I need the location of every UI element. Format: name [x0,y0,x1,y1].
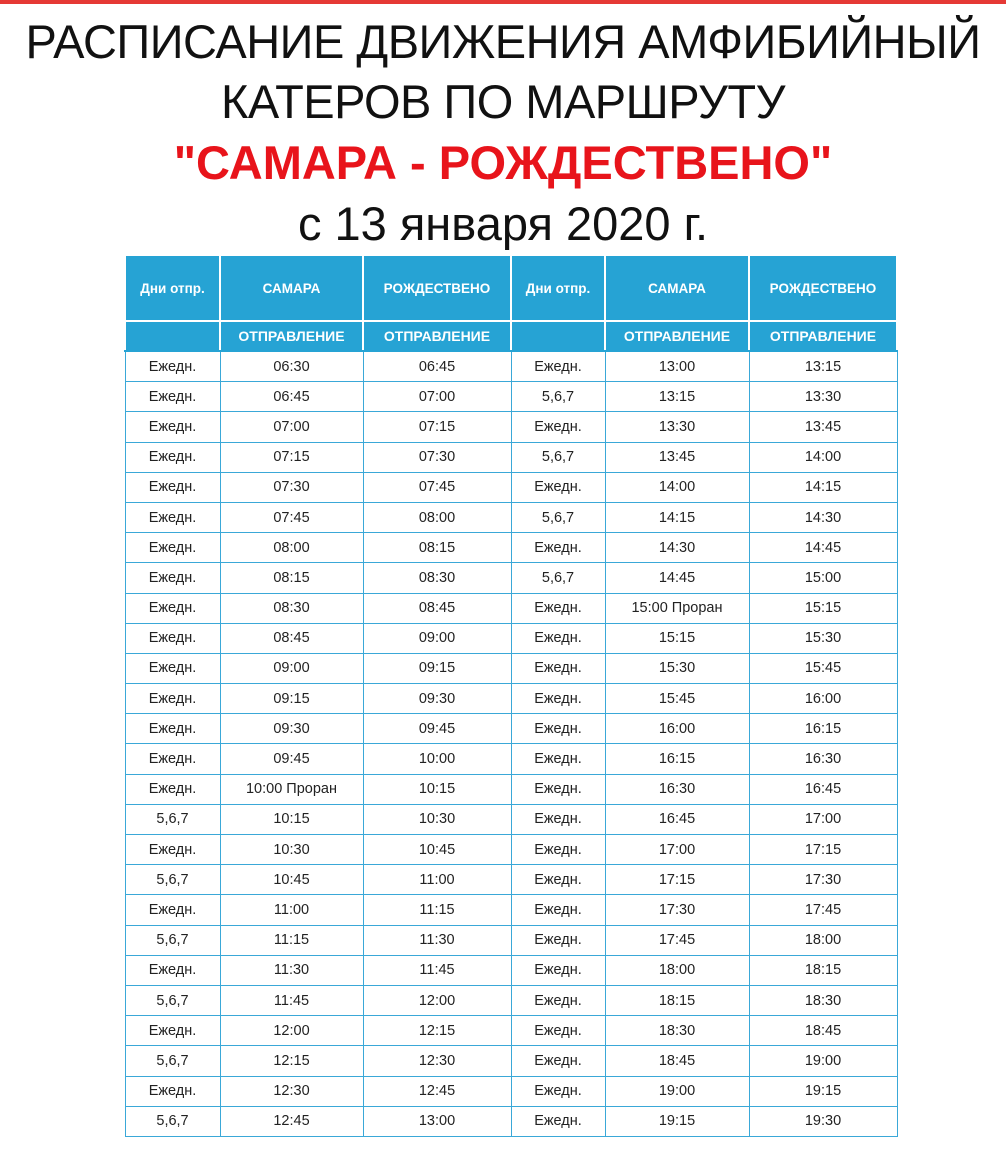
cell-rozhdestveno-departure-left: 07:15 [363,412,511,442]
cell-samara-departure-left: 09:00 [220,653,363,683]
cell-days-left: Ежедн. [125,563,220,593]
cell-rozhdestveno-departure-left: 12:15 [363,1016,511,1046]
cell-samara-departure-left: 06:30 [220,351,363,382]
cell-rozhdestveno-departure-left: 08:45 [363,593,511,623]
cell-rozhdestveno-departure-right: 18:30 [749,985,897,1015]
cell-days-left: Ежедн. [125,835,220,865]
cell-days-left: Ежедн. [125,774,220,804]
cell-rozhdestveno-departure-right: 16:00 [749,684,897,714]
cell-samara-departure-left: 09:15 [220,684,363,714]
cell-days-left: Ежедн. [125,442,220,472]
cell-days-left: Ежедн. [125,895,220,925]
cell-rozhdestveno-departure-left: 11:45 [363,955,511,985]
title-line-2: КАТЕРОВ ПО МАРШРУТУ [221,75,785,128]
cell-days-left: Ежедн. [125,412,220,442]
cell-days-right: Ежедн. [511,653,605,683]
table-row [125,1106,897,1136]
cell-rozhdestveno-departure-right: 15:00 [749,563,897,593]
cell-days-right: Ежедн. [511,835,605,865]
cell-rozhdestveno-departure-left: 08:15 [363,533,511,563]
cell-rozhdestveno-departure-left: 12:00 [363,985,511,1015]
cell-samara-departure-left: 12:45 [220,1106,363,1136]
cell-samara-departure-left: 08:30 [220,593,363,623]
cell-days-left: Ежедн. [125,714,220,744]
header-days-right: Дни отпр. [511,256,605,321]
cell-samara-departure-right: 16:30 [605,774,749,804]
subheader-departure-samara-right: ОТПРАВЛЕНИЕ [605,321,749,351]
table-row [125,472,897,502]
cell-rozhdestveno-departure-left: 10:00 [363,744,511,774]
table-row [125,835,897,865]
cell-rozhdestveno-departure-right: 18:45 [749,1016,897,1046]
cell-samara-departure-left: 10:30 [220,835,363,865]
table-row [125,1016,897,1046]
table-row [125,985,897,1015]
header-row [125,256,897,321]
subheader-row [125,321,897,351]
cell-rozhdestveno-departure-right: 17:30 [749,865,897,895]
cell-rozhdestveno-departure-right: 13:45 [749,412,897,442]
cell-rozhdestveno-departure-left: 09:15 [363,653,511,683]
cell-rozhdestveno-departure-right: 15:15 [749,593,897,623]
cell-days-right: Ежедн. [511,472,605,502]
subheader-departure-samara-left: ОТПРАВЛЕНИЕ [220,321,363,351]
table-row [125,593,897,623]
cell-samara-departure-left: 09:30 [220,714,363,744]
cell-samara-departure-left: 11:45 [220,985,363,1015]
cell-rozhdestveno-departure-right: 14:00 [749,442,897,472]
table-row [125,744,897,774]
cell-samara-departure-right: 19:00 [605,1076,749,1106]
table-row [125,684,897,714]
cell-samara-departure-right: 15:00 Проран [605,593,749,623]
cell-days-right: Ежедн. [511,895,605,925]
table-row [125,1076,897,1106]
schedule-table [124,256,898,1137]
cell-days-right: Ежедн. [511,351,605,382]
cell-samara-departure-right: 15:15 [605,623,749,653]
table-row [125,895,897,925]
route-name: "САМАРА - РОЖДЕСТВЕНО" [173,136,833,189]
table-row [125,351,897,382]
cell-samara-departure-right: 13:30 [605,412,749,442]
table-row [125,1046,897,1076]
cell-rozhdestveno-departure-right: 19:15 [749,1076,897,1106]
cell-days-left: Ежедн. [125,502,220,532]
cell-days-left: Ежедн. [125,744,220,774]
cell-days-right: Ежедн. [511,623,605,653]
cell-days-right: 5,6,7 [511,442,605,472]
table-row [125,653,897,683]
cell-days-right: Ежедн. [511,1046,605,1076]
cell-rozhdestveno-departure-left: 09:45 [363,714,511,744]
header-rozhdestveno-left: РОЖДЕСТВЕНО [363,256,511,321]
cell-rozhdestveno-departure-right: 16:30 [749,744,897,774]
cell-rozhdestveno-departure-right: 15:45 [749,653,897,683]
cell-days-left: Ежедн. [125,351,220,382]
cell-days-right: Ежедн. [511,985,605,1015]
schedule-body [125,351,897,1136]
cell-samara-departure-left: 12:00 [220,1016,363,1046]
cell-days-right: 5,6,7 [511,382,605,412]
effective-date: с 13 января 2020 г. [297,197,709,250]
cell-samara-departure-right: 14:00 [605,472,749,502]
cell-days-right: Ежедн. [511,955,605,985]
cell-days-left: 5,6,7 [125,865,220,895]
cell-rozhdestveno-departure-left: 13:00 [363,1106,511,1136]
cell-samara-departure-left: 08:15 [220,563,363,593]
cell-days-right: Ежедн. [511,1016,605,1046]
cell-days-left: 5,6,7 [125,985,220,1015]
cell-days-left: Ежедн. [125,653,220,683]
cell-days-right: Ежедн. [511,925,605,955]
cell-days-left: Ежедн. [125,382,220,412]
cell-rozhdestveno-departure-left: 07:45 [363,472,511,502]
cell-samara-departure-left: 12:30 [220,1076,363,1106]
cell-rozhdestveno-departure-left: 11:15 [363,895,511,925]
cell-samara-departure-right: 17:30 [605,895,749,925]
cell-rozhdestveno-departure-right: 19:30 [749,1106,897,1136]
cell-rozhdestveno-departure-right: 17:00 [749,804,897,834]
cell-rozhdestveno-departure-right: 17:15 [749,835,897,865]
cell-rozhdestveno-departure-left: 11:00 [363,865,511,895]
cell-rozhdestveno-departure-right: 16:15 [749,714,897,744]
cell-rozhdestveno-departure-left: 08:30 [363,563,511,593]
cell-days-left: Ежедн. [125,1076,220,1106]
cell-samara-departure-right: 18:45 [605,1046,749,1076]
cell-days-left: Ежедн. [125,1016,220,1046]
header-samara-right: САМАРА [605,256,749,321]
cell-samara-departure-right: 17:00 [605,835,749,865]
cell-rozhdestveno-departure-right: 14:45 [749,533,897,563]
cell-days-left: Ежедн. [125,533,220,563]
cell-days-left: Ежедн. [125,684,220,714]
table-row [125,865,897,895]
cell-days-right: Ежедн. [511,804,605,834]
cell-samara-departure-left: 06:45 [220,382,363,412]
cell-rozhdestveno-departure-left: 12:45 [363,1076,511,1106]
cell-samara-departure-right: 16:45 [605,804,749,834]
top-accent-bar [0,0,1006,4]
cell-samara-departure-left: 07:00 [220,412,363,442]
cell-samara-departure-right: 18:00 [605,955,749,985]
cell-days-right: Ежедн. [511,774,605,804]
cell-days-right: Ежедн. [511,684,605,714]
table-row [125,804,897,834]
cell-samara-departure-left: 07:15 [220,442,363,472]
cell-samara-departure-left: 07:30 [220,472,363,502]
table-row [125,442,897,472]
subheader-departure-rozhdestveno-right: ОТПРАВЛЕНИЕ [749,321,897,351]
cell-rozhdestveno-departure-right: 14:30 [749,502,897,532]
cell-days-left: 5,6,7 [125,925,220,955]
cell-samara-departure-left: 11:00 [220,895,363,925]
cell-rozhdestveno-departure-left: 07:30 [363,442,511,472]
cell-rozhdestveno-departure-right: 15:30 [749,623,897,653]
cell-samara-departure-right: 13:15 [605,382,749,412]
cell-rozhdestveno-departure-right: 16:45 [749,774,897,804]
cell-rozhdestveno-departure-right: 13:30 [749,382,897,412]
cell-days-right: 5,6,7 [511,502,605,532]
cell-samara-departure-right: 18:30 [605,1016,749,1046]
table-row [125,955,897,985]
cell-rozhdestveno-departure-right: 14:15 [749,472,897,502]
cell-rozhdestveno-departure-left: 06:45 [363,351,511,382]
cell-samara-departure-right: 13:45 [605,442,749,472]
cell-days-left: 5,6,7 [125,804,220,834]
subheader-empty-right [511,321,605,351]
cell-samara-departure-left: 09:45 [220,744,363,774]
cell-samara-departure-left: 10:00 Проран [220,774,363,804]
cell-samara-departure-left: 11:30 [220,955,363,985]
header-samara-left: САМАРА [220,256,363,321]
cell-rozhdestveno-departure-left: 07:00 [363,382,511,412]
cell-samara-departure-left: 11:15 [220,925,363,955]
cell-days-right: Ежедн. [511,412,605,442]
cell-samara-departure-left: 10:45 [220,865,363,895]
table-row [125,382,897,412]
cell-samara-departure-right: 17:45 [605,925,749,955]
cell-days-left: Ежедн. [125,593,220,623]
cell-rozhdestveno-departure-left: 09:30 [363,684,511,714]
subheader-departure-rozhdestveno-left: ОТПРАВЛЕНИЕ [363,321,511,351]
subheader-empty-left [125,321,220,351]
cell-rozhdestveno-departure-left: 10:15 [363,774,511,804]
header-rozhdestveno-right: РОЖДЕСТВЕНО [749,256,897,321]
cell-rozhdestveno-departure-left: 09:00 [363,623,511,653]
table-row [125,563,897,593]
cell-samara-departure-right: 14:45 [605,563,749,593]
cell-days-left: Ежедн. [125,472,220,502]
cell-days-right: Ежедн. [511,1076,605,1106]
cell-days-right: Ежедн. [511,714,605,744]
cell-samara-departure-right: 15:30 [605,653,749,683]
cell-samara-departure-right: 13:00 [605,351,749,382]
cell-rozhdestveno-departure-right: 18:15 [749,955,897,985]
cell-samara-departure-right: 15:45 [605,684,749,714]
table-row [125,412,897,442]
cell-samara-departure-right: 18:15 [605,985,749,1015]
cell-samara-departure-right: 16:00 [605,714,749,744]
cell-days-left: 5,6,7 [125,1106,220,1136]
cell-samara-departure-left: 08:00 [220,533,363,563]
cell-rozhdestveno-departure-right: 17:45 [749,895,897,925]
cell-samara-departure-left: 10:15 [220,804,363,834]
cell-days-left: Ежедн. [125,955,220,985]
table-row [125,714,897,744]
cell-samara-departure-right: 14:15 [605,502,749,532]
cell-samara-departure-left: 12:15 [220,1046,363,1076]
cell-samara-departure-right: 14:30 [605,533,749,563]
table-row [125,533,897,563]
cell-rozhdestveno-departure-left: 08:00 [363,502,511,532]
cell-samara-departure-right: 19:15 [605,1106,749,1136]
cell-rozhdestveno-departure-right: 18:00 [749,925,897,955]
cell-samara-departure-left: 08:45 [220,623,363,653]
cell-samara-departure-right: 17:15 [605,865,749,895]
cell-days-right: Ежедн. [511,1106,605,1136]
cell-rozhdestveno-departure-left: 10:30 [363,804,511,834]
cell-days-right: Ежедн. [511,865,605,895]
cell-rozhdestveno-departure-left: 10:45 [363,835,511,865]
cell-rozhdestveno-departure-right: 13:15 [749,351,897,382]
cell-days-right: Ежедн. [511,744,605,774]
cell-samara-departure-left: 07:45 [220,502,363,532]
cell-days-left: Ежедн. [125,623,220,653]
cell-rozhdestveno-departure-left: 12:30 [363,1046,511,1076]
table-row [125,502,897,532]
cell-rozhdestveno-departure-right: 19:00 [749,1046,897,1076]
table-row [125,623,897,653]
cell-days-right: Ежедн. [511,593,605,623]
cell-rozhdestveno-departure-left: 11:30 [363,925,511,955]
cell-samara-departure-right: 16:15 [605,744,749,774]
cell-days-right: 5,6,7 [511,563,605,593]
table-row [125,774,897,804]
header-days-left: Дни отпр. [125,256,220,321]
title-line-1: РАСПИСАНИЕ ДВИЖЕНИЯ АМФИБИЙНЫЙ [25,15,981,68]
table-row [125,925,897,955]
cell-days-left: 5,6,7 [125,1046,220,1076]
cell-days-right: Ежедн. [511,533,605,563]
